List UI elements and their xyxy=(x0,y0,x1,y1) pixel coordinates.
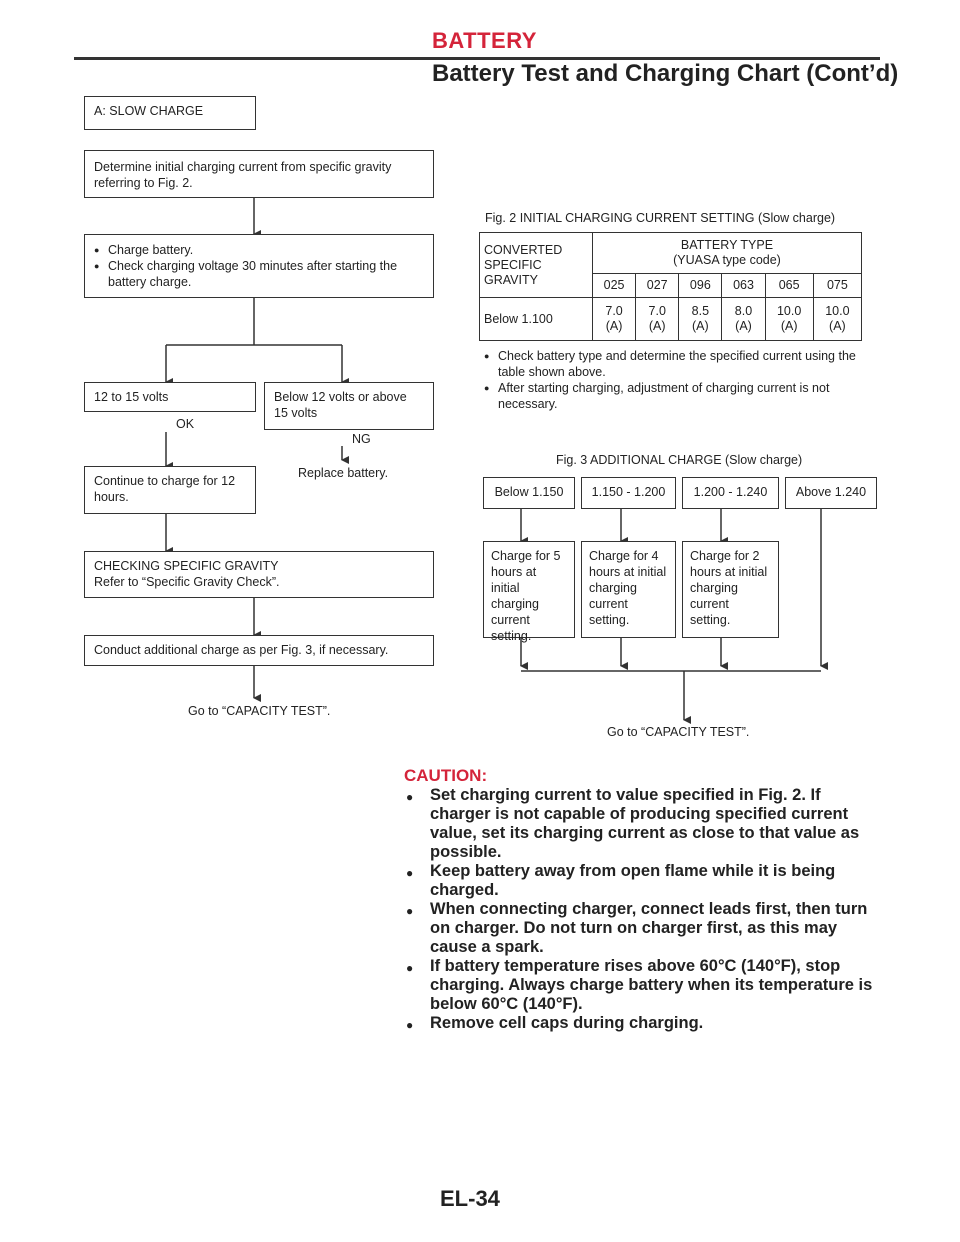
step-determine-current xyxy=(84,150,434,198)
fig3-range-text: 1.200 - 1.240 xyxy=(693,485,768,499)
fig2-note: ● After starting charging, adjustment of charging current is not necessary. xyxy=(484,380,868,412)
fig2-value-cell xyxy=(813,298,861,341)
page-number: EL-34 xyxy=(440,1186,500,1211)
fig3-range-box xyxy=(483,477,575,509)
continue-charge-text: Continue to charge for 12 hours. xyxy=(94,474,236,504)
fig3-range-text: 1.150 - 1.200 xyxy=(591,485,666,499)
fig2-unit: (A) xyxy=(648,319,666,333)
fig2-value: 7.0 xyxy=(648,304,666,318)
branch-ok-box xyxy=(84,382,256,412)
additional-charge-box xyxy=(84,635,434,666)
fig2-value-cell xyxy=(722,298,765,341)
fig2-type-cell: 096 xyxy=(679,274,722,298)
fig2-unit: (A) xyxy=(605,319,623,333)
section-title: BATTERY xyxy=(432,28,537,53)
fig2-col-header-sub: (YUASA type code) xyxy=(673,253,781,267)
fig3-charge-text: Charge for 4 hours at initial charging current setting. xyxy=(589,549,667,627)
branch-ng-box xyxy=(264,382,434,430)
fig2-unit: (A) xyxy=(780,319,798,333)
fig3-charge-box xyxy=(682,541,779,638)
flow-title: A: SLOW CHARGE xyxy=(94,104,204,118)
branch-ok-text: 12 to 15 volts xyxy=(94,390,169,404)
fig3-range-text: Above 1.240 xyxy=(795,485,867,499)
fig3-goto: Go to “CAPACITY TEST”. xyxy=(607,725,750,739)
caution-title: CAUTION: xyxy=(404,766,488,785)
fig3-charge-box xyxy=(483,541,575,643)
additional-charge-text: Conduct additional charge as per Fig. 3, if necessary. xyxy=(94,643,389,657)
step-charge-item: ● Charge battery. xyxy=(94,242,424,258)
fig2-value-cell xyxy=(593,298,636,341)
goto-capacity-test: Go to “CAPACITY TEST”. xyxy=(188,704,331,718)
fig2-note: ● Check battery type and determine the specified current using the table shown above. xyxy=(484,348,868,380)
fig2-col-header-title: BATTERY TYPE xyxy=(680,238,774,252)
fig2-unit: (A) xyxy=(829,319,846,333)
checking-gravity-ref: Refer to “Specific Gravity Check”. xyxy=(94,575,280,589)
fig2-type-cell: 025 xyxy=(593,274,636,298)
fig2-value-cell xyxy=(636,298,679,341)
ng-label: NG xyxy=(352,432,371,446)
ok-label: OK xyxy=(176,417,195,431)
replace-battery: Replace battery. xyxy=(298,466,389,480)
step-charge-item: ● Check charging voltage 30 minutes after starting the battery charge. xyxy=(94,258,424,290)
page-title: Battery Test and Charging Chart (Cont’d) xyxy=(432,60,899,87)
caution-item: ● Keep battery away from open flame while it is being charged. xyxy=(404,862,882,900)
fig2-col-header xyxy=(593,233,862,274)
fig2-value-cell xyxy=(679,298,722,341)
fig2-value: 10.0 xyxy=(825,304,850,318)
fig3-charge-text: Charge for 2 hours at initial charging current setting. xyxy=(690,549,768,627)
caution-item: ● If battery temperature rises above 60°C (140°F), stop charging. Always charge battery when its temperature is below 60°C (140°F). xyxy=(404,957,882,1014)
caution-item: ● Set charging current to value specified in Fig. 2. If charger is not capable of producing specified current value, set its charging current as close to that value as possible. xyxy=(404,786,882,862)
flow-title-box xyxy=(84,96,256,130)
fig3-range-text: Below 1.150 xyxy=(494,485,564,499)
fig3-caption: Fig. 3 ADDITIONAL CHARGE (Slow charge) xyxy=(556,453,803,467)
fig2-value: 8.5 xyxy=(691,304,710,318)
fig2-notes xyxy=(484,348,868,412)
step-determine-current-text: Determine initial charging current from specific gravity referring to Fig. 2. xyxy=(94,160,392,190)
continue-charge-box xyxy=(84,466,256,514)
fig2-value: 10.0 xyxy=(776,304,802,318)
fig2-row-label: Below 1.100 xyxy=(480,298,593,341)
fig3-charge-text: Charge for 5 hours at initial charging current setting. xyxy=(491,549,561,643)
fig2-type-cell: 063 xyxy=(722,274,765,298)
fig2-row-header: CONVERTED SPECIFIC GRAVITY xyxy=(480,233,593,298)
step-charge-battery xyxy=(84,234,434,298)
fig2-table xyxy=(479,232,862,341)
caution-item: ● When connecting charger, connect leads first, then turn on charger. Do not turn on charger first, as this may cause a spark. xyxy=(404,900,882,957)
fig2-type-cell: 027 xyxy=(636,274,679,298)
fig2-caption: Fig. 2 INITIAL CHARGING CURRENT SETTING (Slow charge) xyxy=(485,211,836,225)
fig2-unit: (A) xyxy=(735,319,752,333)
checking-gravity-heading: CHECKING SPECIFIC GRAVITY xyxy=(94,559,279,573)
fig2-unit: (A) xyxy=(692,319,709,333)
branch-ng-text: Below 12 volts or above 15 volts xyxy=(274,390,407,420)
fig2-type-cell: 065 xyxy=(765,274,813,298)
fig2-value: 7.0 xyxy=(605,304,623,318)
caution-list xyxy=(404,786,882,1033)
caution-item: ● Remove cell caps during charging. xyxy=(404,1014,882,1033)
fig2-value-cell xyxy=(765,298,813,341)
fig3-range-box xyxy=(785,477,877,509)
fig2-type-cell: 075 xyxy=(813,274,861,298)
fig2-value: 8.0 xyxy=(734,304,753,318)
fig3-range-box xyxy=(581,477,676,509)
checking-gravity-box xyxy=(84,551,434,598)
fig3-range-box xyxy=(682,477,779,509)
fig3-charge-box xyxy=(581,541,676,638)
